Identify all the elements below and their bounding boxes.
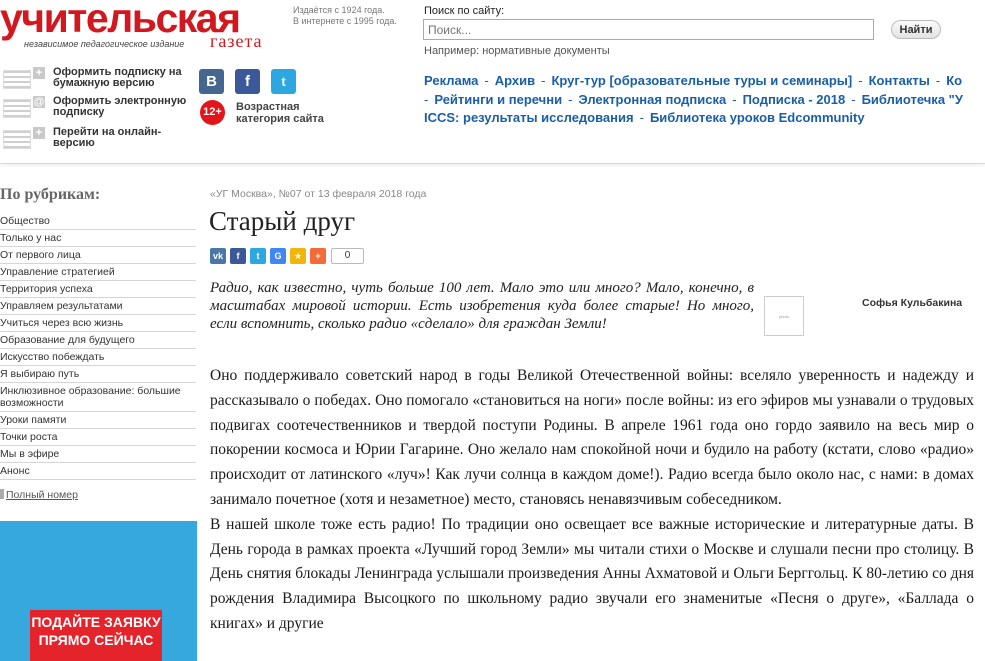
age-badge: 12+ — [200, 100, 225, 125]
nav-ratings[interactable]: Рейтинги и перечни — [434, 92, 563, 107]
email-icon: @ — [3, 96, 45, 120]
subscribe-electronic-label: Оформить электронную подписку — [53, 95, 187, 118]
topnav-row-1: Реклама - Архив - Круг-тур [образовательные туры и семинары] - Контакты - Ко — [424, 73, 963, 88]
rubrics-list — [0, 213, 196, 480]
article-paragraph: В нашей школе тоже есть радио! По традиции оно освещает все важные исторические и литературные даты. В День города в рамках проекта «Лучший город Земли» мы читали стихи о Москве и слушали песни про столицу. В День снятия блокады Ленинграда услышали произведения Анны Ахматовой и Ольги Берггольц. К 80-летию со дня рождения Владимира Высоцкого по школьному радио звучали его знаменитые «Песня о друге», «Баллада о книгах» и другие — [210, 515, 974, 632]
nav-truncated[interactable]: Ко — [946, 73, 963, 88]
article-issue: №07 от 13 февраля 2018 года — [278, 188, 427, 200]
full-issue — [0, 489, 78, 501]
site-header — [0, 0, 985, 164]
topnav-row-2: - Рейтинги и перечни - Электронная подписка - Подписка - 2018 - Библиотечка "У — [424, 92, 963, 107]
since-print: Издаётся с 1924 года. — [293, 5, 385, 15]
nav-subscription-2018[interactable]: Подписка - 2018 — [742, 92, 846, 107]
rubric-item[interactable]: Учиться через всю жизнь — [0, 315, 196, 332]
rubric-item[interactable]: Только у нас — [0, 230, 196, 247]
share-facebook-icon[interactable]: f — [230, 248, 246, 264]
online-version-label: Перейти на онлайн-версию — [53, 126, 162, 149]
share-count: 0 — [331, 248, 364, 264]
subscribe-paper-label: Оформить подписку на бумажную версию — [53, 66, 182, 89]
site-logo[interactable] — [0, 0, 290, 56]
article-source[interactable]: «УГ Москва» — [210, 188, 273, 200]
article-meta: «УГ Москва», №07 от 13 февраля 2018 года — [210, 188, 427, 200]
rubric-item[interactable]: Уроки памяти — [0, 412, 196, 429]
subscribe-electronic-link[interactable] — [3, 96, 188, 120]
rubric-item[interactable]: Я выбираю путь — [0, 366, 196, 383]
issue-icon — [0, 489, 4, 499]
since-info — [293, 5, 397, 27]
rubric-item[interactable]: Управляем результатами — [0, 298, 196, 315]
search-label: Поиск по сайту: — [424, 5, 505, 17]
logo-tagline: независимое педагогическое издание — [24, 39, 185, 49]
nav-archive[interactable]: Архив — [494, 73, 536, 88]
logo-main-text: учительская — [0, 0, 240, 41]
facebook-icon[interactable]: f — [235, 69, 260, 94]
author-name[interactable]: Софья Кульбакина — [862, 297, 963, 309]
rubric-item[interactable]: Искусство побеждать — [0, 349, 196, 366]
age-text: Возрастная категория сайта — [236, 101, 324, 125]
nav-contacts[interactable]: Контакты — [868, 73, 930, 88]
nav-iccs[interactable]: ICCS: результаты исследования — [424, 110, 634, 125]
online-version-link[interactable] — [3, 127, 188, 151]
nav-krug-tur[interactable]: Круг-тур [образовательные туры и семинары] — [551, 73, 853, 88]
nav-edcommunity[interactable]: Библиотека уроков Edcommunity — [649, 110, 865, 125]
article-body — [210, 364, 974, 637]
share-vk-icon[interactable]: vk — [210, 248, 226, 264]
rubric-item[interactable]: Территория успеха — [0, 281, 196, 298]
share-bar — [210, 248, 364, 264]
share-twitter-icon[interactable]: t — [250, 248, 266, 264]
rubric-item[interactable]: Инклюзивное образование: большие возможности — [0, 383, 196, 412]
rubric-item[interactable]: Образование для будущего — [0, 332, 196, 349]
share-more-icon[interactable]: + — [310, 248, 326, 264]
share-google-icon[interactable]: G — [270, 248, 286, 264]
vk-icon[interactable]: B — [199, 69, 224, 94]
search-example: Например: нормативные документы — [424, 45, 610, 57]
logo-gazeta-text: газета — [210, 31, 263, 51]
article-title: Старый друг — [209, 206, 356, 236]
rubric-item[interactable]: Анонс — [0, 463, 196, 480]
twitter-icon[interactable]: t — [271, 69, 296, 94]
nav-e-subscription[interactable]: Электронная подписка — [578, 92, 727, 107]
nav-advertising[interactable]: Реклама — [424, 73, 479, 88]
rubric-item[interactable]: Управление стратегией — [0, 264, 196, 281]
nav-library[interactable]: Библиотечка "У — [861, 92, 963, 107]
subscribe-paper-link[interactable] — [3, 67, 188, 91]
topnav-row-3: ICCS: результаты исследования - Библиотека уроков Edcommunity — [424, 110, 865, 125]
rubric-item[interactable]: От первого лица — [0, 247, 196, 264]
rubric-item[interactable]: Мы в эфире — [0, 446, 196, 463]
sidebar-ad-banner[interactable] — [0, 521, 197, 661]
ad-apply-button[interactable]: ПОДАЙТЕ ЗАЯВКУ ПРЯМО СЕЙЧАС — [30, 610, 162, 661]
newspaper-icon: + — [3, 67, 45, 91]
share-bookmark-icon[interactable]: ★ — [290, 248, 306, 264]
search-input[interactable] — [423, 19, 874, 40]
full-issue-link[interactable]: Полный номер — [6, 489, 78, 501]
search-button[interactable]: Найти — [891, 20, 941, 39]
article-lead: Радио, как известно, чуть больше 100 лет. Мало это или много? Мало, конечно, в масштабах мировой истории. Есть изобретения куда более старые! Но много, если вспомнить, сколько радио «сделало» для граждан Земли! — [210, 280, 754, 332]
rubric-item[interactable]: Общество — [0, 213, 196, 230]
online-icon: + — [3, 127, 45, 151]
author-photo[interactable]: photo — [764, 296, 804, 336]
article-paragraph: Оно поддерживало советский народ в годы Великой Отечественной войны: вселяло уверенность и надежду и рассказывало о победах. Оно помогало «становиться на ноги» после войны: из его эфиров мы узнавали о трудовых подвигах соотечественников и твердой поступи Родины. В апреле 1961 года оно гордо заявило на весь мир о покорении космоса и Юрии Гагарине. Оно желало нам спокойной ночи и будило на работу (кстати, слово «радио» происходит от латинского «луч»! Как лучи солнца в каждом доме!). Радио всегда было около нас, с нами: в домах занимало почетное (хотя и незаметное) место, становясь ненавязчивым собеседником. — [210, 367, 974, 508]
since-web: В интернете с 1995 года. — [293, 16, 397, 26]
sidebar-title: По рубрикам: — [0, 186, 101, 203]
rubric-item[interactable]: Точки роста — [0, 429, 196, 446]
